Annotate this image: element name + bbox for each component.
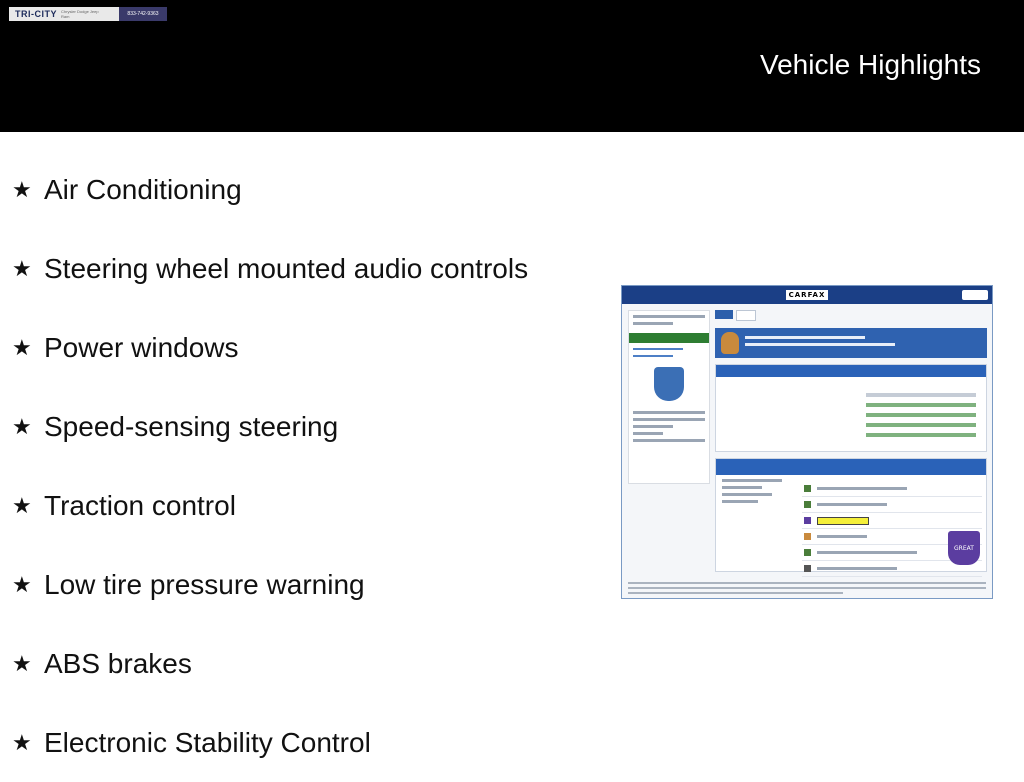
list-item: [12, 308, 528, 387]
carfax-great-value-badge: GREAT: [948, 531, 980, 565]
feature-label: Speed-sensing steering: [44, 410, 339, 442]
carfax-print-button: [962, 290, 988, 300]
carfax-value-card: [715, 364, 987, 452]
star-icon: ★: [12, 413, 32, 439]
feature-list: [12, 150, 528, 782]
list-item: [12, 703, 528, 782]
feature-label: Air Conditioning: [44, 173, 242, 205]
list-item: [12, 466, 528, 545]
list-item: [12, 624, 528, 703]
carfax-sidebar: [628, 310, 710, 484]
carfax-value-badge-icon: [654, 367, 684, 401]
carfax-header-bar: [622, 286, 992, 304]
logo-phone: 833-742-9363: [119, 7, 167, 21]
feature-label: Low tire pressure warning: [44, 568, 365, 600]
star-icon: ★: [12, 255, 32, 281]
feature-label: Power windows: [44, 331, 239, 363]
carfax-fox-icon: [721, 332, 739, 354]
carfax-report-image[interactable]: [621, 285, 993, 599]
carfax-tab: [736, 310, 756, 321]
list-item: [12, 150, 528, 229]
carfax-banner: [715, 328, 987, 358]
logo-tagline: Chrysler Dodge Jeep Ram: [61, 9, 99, 19]
list-item: [12, 229, 528, 308]
carfax-logo: CARFAX: [786, 290, 829, 300]
feature-label: Electronic Stability Control: [44, 726, 371, 758]
carfax-tabs: [715, 310, 987, 320]
feature-label: ABS brakes: [44, 647, 192, 679]
star-icon: ★: [12, 650, 32, 676]
star-icon: ★: [12, 176, 32, 202]
carfax-history-card: [715, 458, 987, 572]
list-item: [12, 545, 528, 624]
logo-text: TRI-CITY: [15, 9, 57, 19]
star-icon: ★: [12, 492, 32, 518]
star-icon: ★: [12, 334, 32, 360]
list-item: [12, 387, 528, 466]
feature-label: Steering wheel mounted audio controls: [44, 252, 529, 284]
carfax-tab: [715, 310, 733, 319]
carfax-footer-text: [628, 579, 986, 594]
star-icon: ★: [12, 729, 32, 755]
page-title: Vehicle Highlights: [759, 49, 981, 80]
feature-label: Traction control: [44, 489, 236, 521]
header-band: [0, 0, 1024, 132]
star-icon: ★: [12, 571, 32, 597]
dealer-logo[interactable]: [9, 7, 167, 21]
carfax-main: [715, 310, 987, 572]
carfax-sidebar-active-item: [629, 333, 709, 343]
